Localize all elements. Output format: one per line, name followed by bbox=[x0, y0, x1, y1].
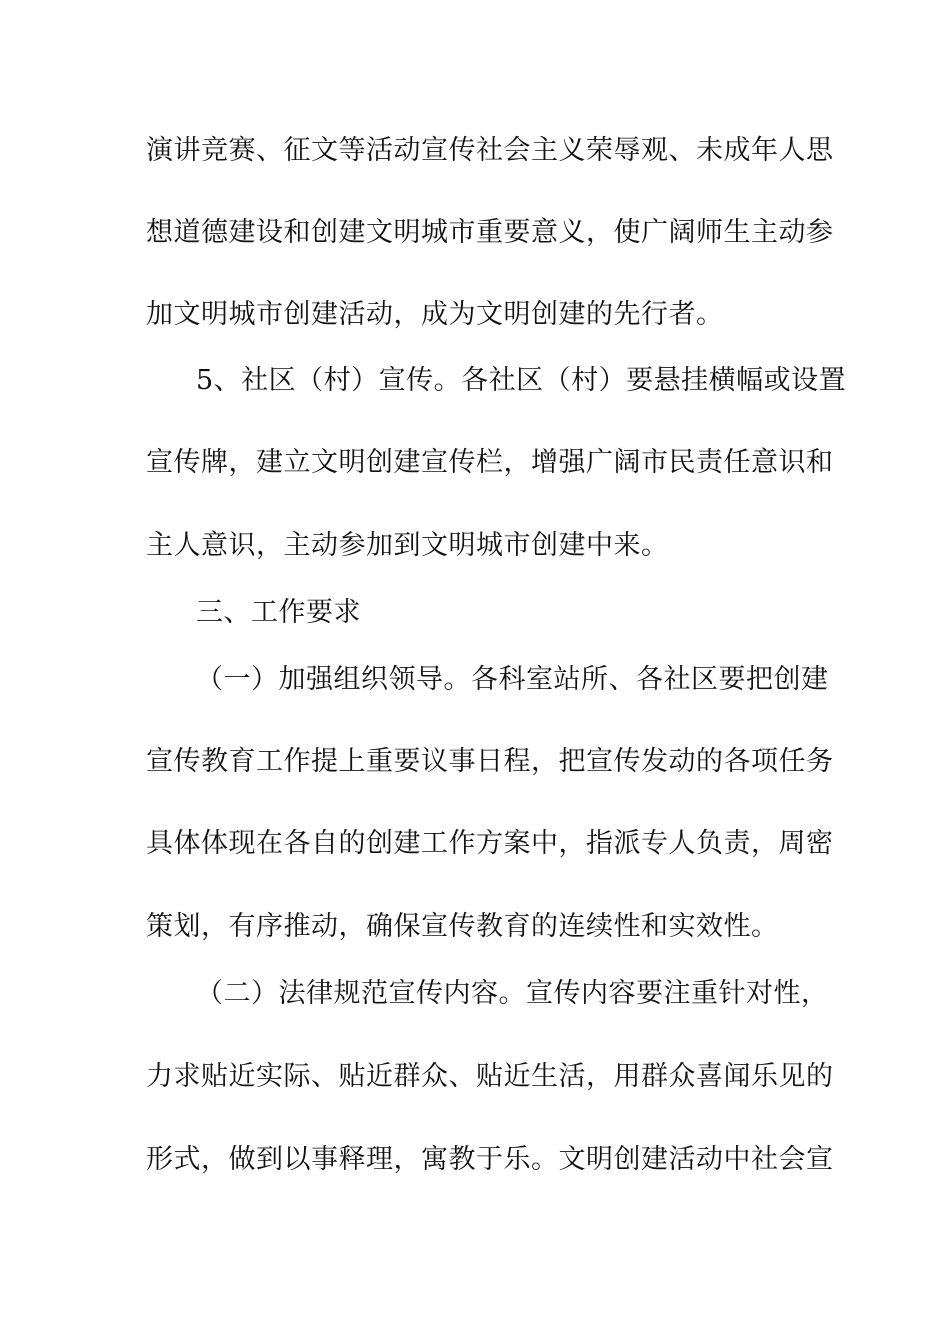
body-text-line: 形式，做到以事释理，寓教于乐。文明创建活动中社会宣 bbox=[146, 1144, 834, 1175]
paragraph-first-line: （二）法律规范宣传内容。宣传内容要注重针对性， bbox=[196, 978, 829, 1009]
paragraph-first-line: （一）加强组织领导。各科室站所、各社区要把创建 bbox=[196, 664, 829, 695]
body-text-line: 演讲竞赛、征文等活动宣传社会主义荣辱观、未成年人思 bbox=[146, 135, 834, 166]
section-heading: 三、工作要求 bbox=[196, 597, 361, 628]
body-text-line: 想道德建设和创建文明城市重要意义，使广阔师生主动参 bbox=[146, 217, 834, 248]
body-text-line: 宣传牌，建立文明创建宣传栏，增强广阔市民责任意识和 bbox=[146, 447, 834, 478]
body-text-line: 具体体现在各自的创建工作方案中，指派专人负责，周密 bbox=[146, 828, 834, 859]
body-text-line: 主人意识，主动参加到文明城市创建中来。 bbox=[146, 530, 669, 561]
body-text-line: 宣传教育工作提上重要议事日程，把宣传发动的各项任务 bbox=[146, 746, 834, 777]
body-text-line: 力求贴近实际、贴近群众、贴近生活，用群众喜闻乐见的 bbox=[146, 1061, 834, 1092]
body-text-line: 加文明城市创建活动，成为文明创建的先行者。 bbox=[146, 299, 724, 330]
paragraph-first-line: 5、社区（村）宣传。各社区（村）要悬挂横幅或设置 bbox=[196, 365, 847, 396]
body-text-line: 策划，有序推动，确保宣传教育的连续性和实效性。 bbox=[146, 911, 779, 942]
